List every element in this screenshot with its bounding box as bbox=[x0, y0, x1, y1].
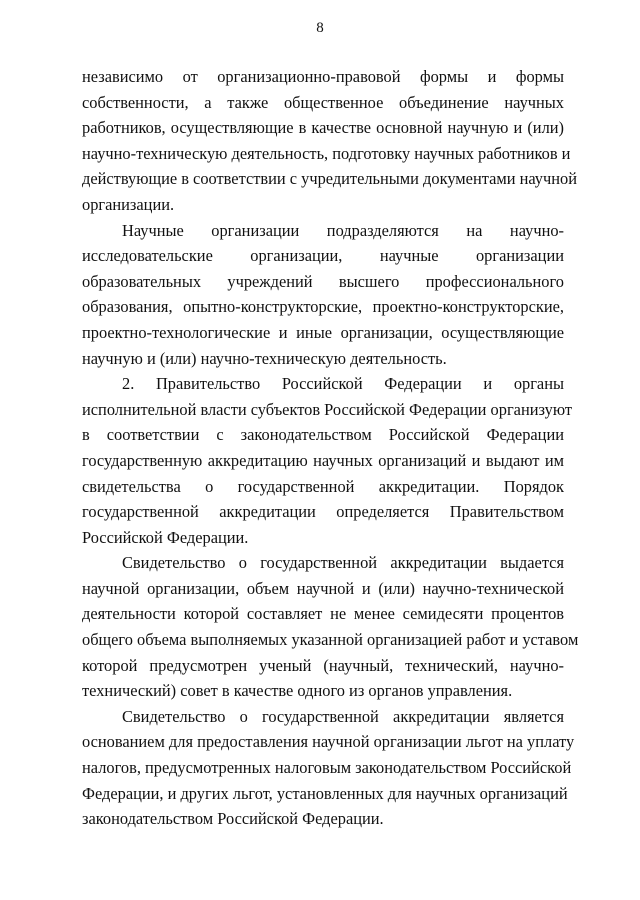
text-line: исполнительной власти субъектов Российской Федерации организуют bbox=[82, 399, 573, 419]
text-line: деятельности которой составляет не менее семидесяти процентов bbox=[82, 604, 564, 624]
text-line: общего объема выполняемых указанной организацией работ и уставом bbox=[82, 630, 579, 650]
text-line: свидетельства о государственной аккредитации. Порядок bbox=[82, 476, 564, 496]
text-line: образования, опытно-конструкторские, проектно-конструкторские, bbox=[82, 297, 564, 317]
paragraph bbox=[82, 704, 575, 832]
text-line: основанием для предоставления научной организации льгот на уплату bbox=[82, 732, 575, 752]
text-line: работников, осуществляющие в качестве основной научную и (или) bbox=[82, 118, 564, 138]
text-line: технический) совет в качестве одного из органов управления. bbox=[82, 681, 513, 701]
text-line: организации. bbox=[82, 194, 175, 214]
page-number: 8 bbox=[316, 20, 324, 36]
text-line: законодательством Российской Федерации. bbox=[82, 809, 384, 829]
text-line: действующие в соответствии с учредительными документами научной bbox=[82, 169, 577, 189]
document-body bbox=[82, 64, 579, 832]
text-line: проектно-технологические и иные организации, осуществляющие bbox=[82, 322, 564, 342]
text-line: собственности, а также общественное объединение научных bbox=[82, 92, 564, 112]
text-line: 2. Правительство Российской Федерации и органы bbox=[122, 374, 564, 394]
text-line: научно-техническую деятельность, подготовку научных работников и bbox=[82, 143, 571, 163]
text-line: исследовательские организации, научные организации bbox=[82, 246, 564, 266]
text-line: Российской Федерации. bbox=[82, 527, 249, 547]
paragraph bbox=[82, 550, 579, 704]
text-line: научную и (или) научно-техническую деятельность. bbox=[82, 348, 447, 368]
paragraph bbox=[82, 64, 577, 218]
text-line: государственную аккредитацию научных организаций и выдают им bbox=[82, 450, 564, 470]
paragraph bbox=[82, 371, 573, 550]
text-line: Федерации, и других льгот, установленных для научных организаций bbox=[82, 783, 568, 803]
text-line: налогов, предусмотренных налоговым законодательством Российской bbox=[82, 758, 572, 778]
text-line: Научные организации подразделяются на научно- bbox=[122, 220, 564, 240]
paragraph bbox=[82, 218, 564, 372]
text-line: государственной аккредитации определяется Правительством bbox=[82, 502, 564, 522]
text-line: Свидетельство о государственной аккредитации выдается bbox=[122, 553, 564, 573]
text-line: научной организации, объем научной и (или) научно-технической bbox=[82, 578, 564, 598]
text-line: образовательных учреждений высшего профессионального bbox=[82, 271, 564, 291]
text-line: независимо от организационно-правовой формы и формы bbox=[82, 67, 564, 86]
text-line: которой предусмотрен ученый (научный, технический, научно- bbox=[82, 655, 564, 675]
text-line: в соответствии с законодательством Российской Федерации bbox=[82, 425, 564, 445]
text-line: Свидетельство о государственной аккредитации является bbox=[122, 706, 564, 726]
